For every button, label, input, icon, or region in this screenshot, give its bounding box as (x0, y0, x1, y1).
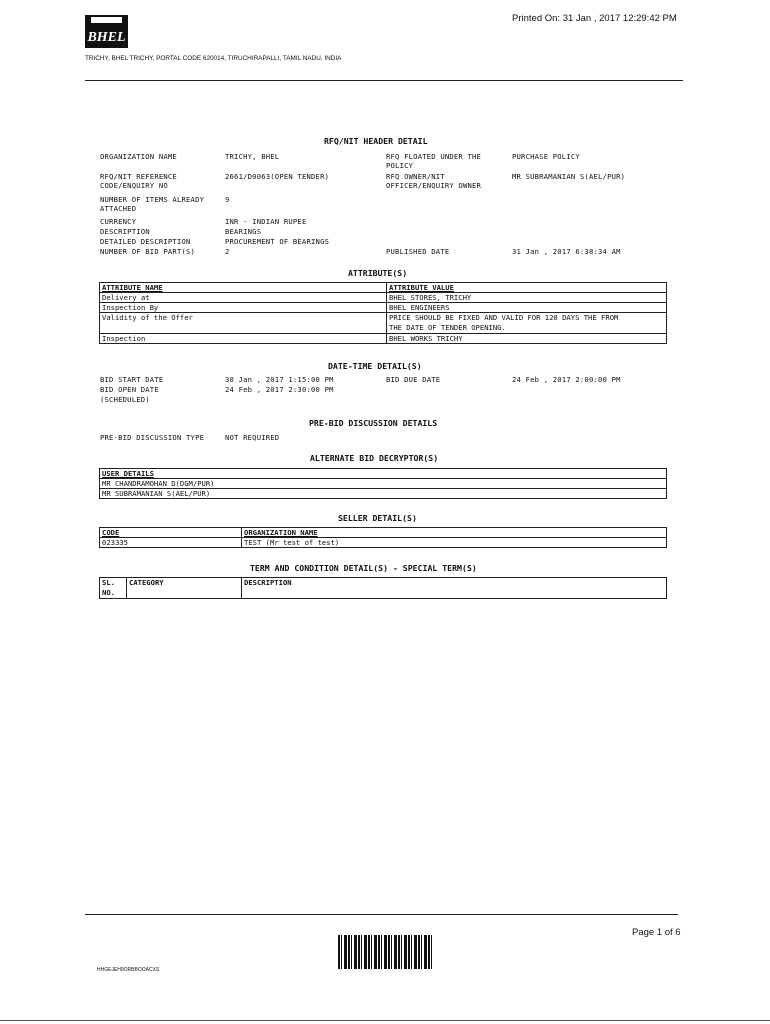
rfq-reference-value: 2661/D0063(OPEN TENDER) (225, 172, 330, 181)
bid-due-label: BID DUE DATE (386, 375, 441, 384)
attribute-value: BHEL STORES, TRICHY (387, 293, 667, 303)
terms-table (99, 577, 667, 599)
rfq-owner-value: MR SUBRAMANIAN S(AEL/PUR) (512, 172, 626, 181)
items-attached-label: NUMBER OF ITEMS ALREADY ATTACHED (100, 195, 205, 213)
sl-no-header: SL. NO. (100, 578, 127, 599)
attributes-title: ATTRIBUTE(S) (348, 268, 408, 278)
attribute-name-header: ATTRIBUTE NAME (100, 283, 387, 293)
page-number: Page 1 of 6 (632, 927, 681, 938)
table-row (100, 334, 667, 344)
prebid-title: PRE-BID DISCUSSION DETAILS (309, 418, 438, 428)
currency-value: INR - INDIAN RUPEE (225, 217, 307, 226)
attribute-value-line1: PRICE SHOULD BE FIXED AND VALID FOR 120 DAYS THE FROM (389, 313, 619, 322)
category-header: CATEGORY (127, 578, 242, 599)
prebid-type-value: NOT REQUIRED (225, 433, 280, 442)
table-row (100, 538, 667, 548)
terms-title: TERM AND CONDITION DETAIL(S) - SPECIAL TERM(S) (250, 563, 477, 573)
decryptor-table (99, 468, 667, 499)
policy-value: PURCHASE POLICY (512, 152, 580, 161)
org-name-label: ORGANIZATION NAME (100, 152, 177, 161)
currency-label: CURRENCY (100, 217, 137, 226)
detailed-description-value: PROCUREMENT OF BEARINGS (225, 237, 330, 246)
header-divider (85, 80, 683, 81)
bid-parts-value: 2 (225, 247, 230, 256)
seller-header-row (100, 528, 667, 538)
table-row (100, 313, 667, 334)
address: TRICHY, BHEL TRICHY, PORTAL CODE 620014, TIRUCHIRAPALLI, TAMIL NADU, INDIA (85, 55, 342, 62)
decryptor-header-row (100, 469, 667, 479)
description-header: DESCRIPTION (242, 578, 667, 599)
seller-title: SELLER DETAIL(S) (338, 513, 417, 523)
datetime-title: DATE-TIME DETAIL(S) (328, 361, 422, 371)
attribute-name: Inspection (100, 334, 387, 344)
attribute-value-header: ATTRIBUTE VALUE (387, 283, 667, 293)
items-attached-value: 9 (225, 195, 230, 204)
attribute-value: BHEL WORKS TRICHY (387, 334, 667, 344)
logo-text: BHEL (87, 30, 126, 45)
attributes-table (99, 282, 667, 344)
seller-org-cell: TEST (Mr test of test) (242, 538, 667, 548)
user-details-cell: MR SUBRAMANIAN S(AEL/PUR) (100, 489, 667, 499)
table-row (100, 479, 667, 489)
bhel-logo (85, 15, 128, 48)
attribute-name: Delivery at (100, 293, 387, 303)
attribute-value: BHEL ENGINEERS (387, 303, 667, 313)
table-row (100, 293, 667, 303)
seller-code-cell: 023335 (100, 538, 242, 548)
bid-open-label: BID OPEN DATE (SCHEDULED) (100, 385, 159, 404)
seller-org-header: ORGANIZATION NAME (242, 528, 667, 538)
bid-open-value: 24 Feb , 2017 2:30:00 PM (225, 385, 334, 394)
footer-divider (85, 914, 678, 915)
attribute-value-line2: THE DATE OF TENDER OPENING. (389, 323, 506, 332)
table-row (100, 489, 667, 499)
rfq-reference-label: RFQ/NIT REFERENCE CODE/ENQUIRY NO (100, 172, 177, 190)
description-value: BEARINGS (225, 227, 262, 236)
terms-header-row (100, 578, 667, 599)
attribute-name: Validity of the Offer (100, 313, 387, 334)
published-date-label: PUBLISHED DATE (386, 247, 450, 256)
barcode-image (338, 935, 434, 969)
policy-label: RFQ FLOATED UNDER THE POLICY (386, 152, 482, 170)
bottom-edge-line (0, 1020, 770, 1021)
seller-table (99, 527, 667, 548)
printed-on: Printed On: 31 Jan , 2017 12:29:42 PM (512, 13, 677, 24)
detailed-description-label: DETAILED DESCRIPTION (100, 237, 191, 246)
user-details-cell: MR CHANDRAMOHAN D(DGM/PUR) (100, 479, 667, 489)
bid-parts-label: NUMBER OF BID PART(S) (100, 247, 196, 256)
attribute-value (387, 313, 667, 334)
footer-code: HHGEJEH9ORBBOOACXS (97, 967, 160, 973)
attributes-header-row (100, 283, 667, 293)
rfq-owner-label: RFQ OWNER/NIT OFFICER/ENQUIRY OWNER (386, 172, 482, 190)
seller-code-header: CODE (100, 528, 242, 538)
rfq-header-title: RFQ/NIT HEADER DETAIL (324, 136, 428, 146)
user-details-header: USER DETAILS (100, 469, 667, 479)
description-label: DESCRIPTION (100, 227, 150, 236)
table-row (100, 303, 667, 313)
attribute-name: Inspection By (100, 303, 387, 313)
org-name-value: TRICHY, BHEL (225, 152, 280, 161)
prebid-type-label: PRE-BID DISCUSSION TYPE (100, 433, 205, 442)
bid-start-value: 30 Jan , 2017 1:15:00 PM (225, 375, 334, 384)
decryptor-title: ALTERNATE BID DECRYPTOR(S) (310, 453, 439, 463)
published-date-value: 31 Jan , 2017 6:38:34 AM (512, 247, 621, 256)
bid-start-label: BID START DATE (100, 375, 164, 384)
bid-due-value: 24 Feb , 2017 2:00:00 PM (512, 375, 621, 384)
